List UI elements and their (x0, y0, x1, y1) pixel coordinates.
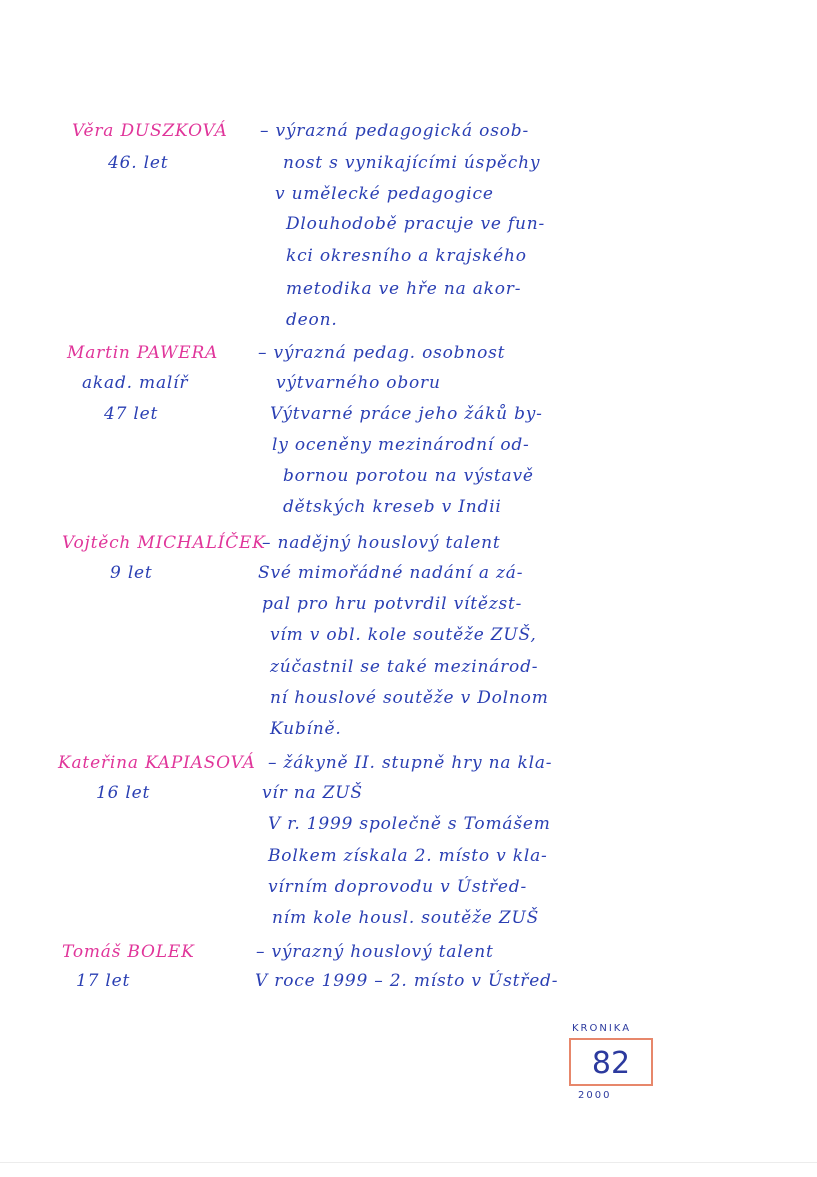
entry-line: Své mimořádné nadání a zá- (258, 563, 524, 583)
entry-line: – výrazný houslový talent (256, 942, 494, 962)
entry-meta: 46. let (108, 153, 169, 173)
entry-meta: 9 let (110, 563, 153, 583)
entry-line: pal pro hru potvrdil vítězst- (262, 594, 523, 614)
entry-line: vím v obl. kole soutěže ZUŠ, (270, 625, 537, 645)
entry-meta: 16 let (96, 783, 151, 803)
entry-line: bornou porotou na výstavě (283, 466, 534, 486)
entry-line: ním kole housl. soutěže ZUŠ (272, 908, 540, 928)
entry-line: – výrazná pedag. osobnost (258, 343, 506, 363)
entry-meta: 47 let (104, 404, 159, 424)
entry-line: výtvarného oboru (276, 373, 441, 393)
entry-line: – nadějný houslový talent (262, 533, 501, 553)
entry-line: vír na ZUŠ (262, 783, 363, 803)
page-number: 82 (591, 1046, 631, 1081)
entry-name: Tomáš BOLEK (62, 942, 195, 962)
entry-line: Bolkem získala 2. místo v kla- (268, 846, 548, 866)
page-number-stamp (569, 1038, 653, 1086)
entry-line: v umělecké pedagogice (275, 184, 494, 204)
stamp-top-label: KRONIKA (572, 1023, 632, 1034)
page-edge-divider (0, 1162, 817, 1163)
stamp-bottom-label: 2000 (578, 1090, 612, 1101)
entry-line: Dlouhodobě pracuje ve fun- (286, 214, 546, 234)
entry-line: – výrazná pedagogická osob- (260, 121, 529, 141)
entry-line: V roce 1999 – 2. místo v Ústřed- (255, 971, 559, 991)
entry-line: zúčastnil se také mezinárod- (270, 657, 539, 677)
entry-line: – žákyně II. stupně hry na kla- (268, 753, 553, 773)
entry-name: Kateřina KAPIASOVÁ (58, 753, 256, 773)
entry-line: deon. (286, 310, 338, 330)
entry-name: Věra DUSZKOVÁ (72, 121, 228, 141)
entry-line: nost s vynikajícími úspěchy (283, 153, 541, 173)
entry-line: kci okresního a krajského (286, 246, 527, 266)
entry-meta: akad. malíř (82, 373, 189, 393)
entry-name: Vojtěch MICHALÍČEK (62, 533, 266, 553)
entry-line: ly oceněny mezinárodní od- (272, 435, 530, 455)
entry-line: dětských kreseb v Indii (283, 497, 502, 517)
entry-line: vírním doprovodu v Ústřed- (268, 877, 528, 897)
entry-line: metodika ve hře na akor- (286, 279, 522, 299)
entry-line: Výtvarné práce jeho žáků by- (270, 404, 543, 424)
entry-line: Kubíně. (270, 719, 342, 739)
entry-meta: 17 let (76, 971, 131, 991)
entry-line: ní houslové soutěže v Dolnom (270, 688, 549, 708)
entry-name: Martin PAWERA (67, 343, 219, 363)
entry-line: V r. 1999 společně s Tomášem (268, 814, 551, 834)
